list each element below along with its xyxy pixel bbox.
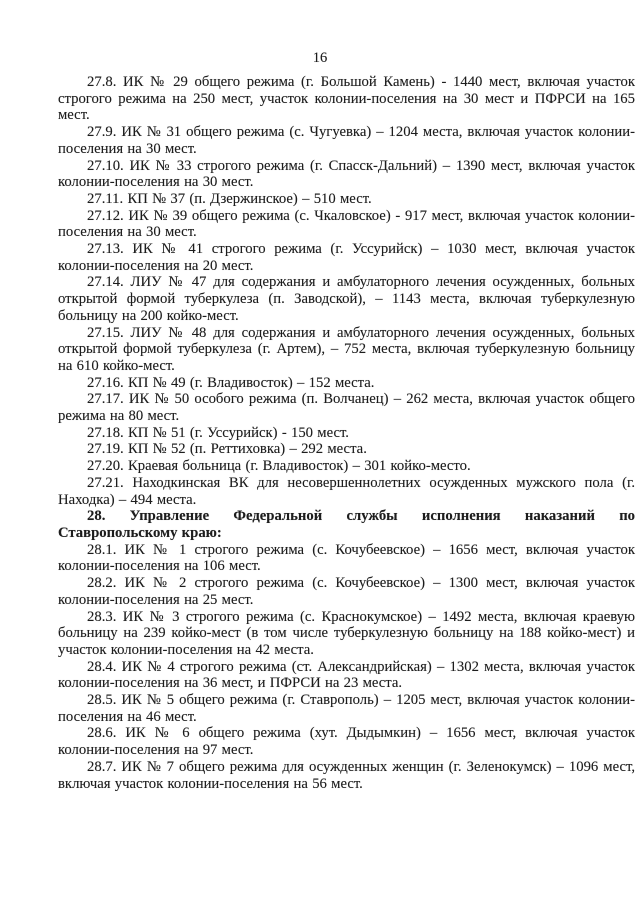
paragraph-27-15: 27.15. ЛИУ № 48 для содержания и амбулаторного лечения осужденных, больных открытой формой туберкулеза (г. Артем), – 752 места, включая туберкулезную больницу на 610 койко-мест. <box>58 324 635 374</box>
paragraph-27-20: 27.20. Краевая больница (г. Владивосток) – 301 койко-место. <box>87 458 471 475</box>
paragraph-27-13: 27.13. ИК № 41 строгого режима (г. Уссурийск) – 1030 мест, включая участок колонии-поселения на 20 мест. <box>58 241 635 274</box>
paragraph-28-7: 28.7. ИК № 7 общего режима для осужденных женщин (г. Зеленокумск) – 1096 мест, включая участок колонии-поселения на 56 мест. <box>58 758 635 792</box>
paragraph-28-2: 28.2. ИК № 2 строгого режима (с. Кочубеевское) – 1300 мест, включая участок колонии-поселения на 25 мест. <box>58 575 635 608</box>
paragraph-27-9: 27.9. ИК № 31 общего режима (с. Чугуевка) – 1204 места, включая участок колонии-поселения на 30 мест. <box>58 124 635 157</box>
paragraph-27-12: 27.12. ИК № 39 общего режима (с. Чкаловское) - 917 мест, включая участок колонии-поселения на 30 мест. <box>58 207 635 241</box>
paragraph-27-11: 27.11. КП № 37 (п. Дзержинское) – 510 мест. <box>87 190 372 207</box>
paragraph-28-6: 28.6. ИК № 6 общего режима (хут. Дыдымкин) – 1656 мест, включая участок колонии-поселения на 97 мест. <box>58 725 635 759</box>
document-body <box>0 74 640 792</box>
paragraph-27-8: 27.8. ИК № 29 общего режима (г. Большой Камень) - 1440 мест, включая участок строгого режима на 250 мест, участок колонии-поселения на 30 мест и ПФРСИ на 165 мест. <box>58 74 635 124</box>
paragraph-27-14: 27.14. ЛИУ № 47 для содержания и амбулаторного лечения осужденных, больных открытой формой туберкулеза (п. Заводской), – 1143 места, включая туберкулезную больницу на 200 койко-мест. <box>58 274 635 324</box>
paragraph-28-5: 28.5. ИК № 5 общего режима (г. Ставрополь) – 1205 мест, включая участок колонии-поселения на 46 мест. <box>58 692 635 725</box>
section-heading-28: 28. Управление Федеральной службы исполнения наказаний по Ставропольскому краю: <box>58 508 635 541</box>
paragraph-28-3: 28.3. ИК № 3 строгого режима (с. Краснокумское) – 1492 места, включая краевую больницу на 239 койко-мест (в том числе туберкулезную больницу на 188 койко-мест) и участок колонии-поселения на 42 места. <box>58 608 635 658</box>
paragraph-27-17: 27.17. ИК № 50 особого режима (п. Волчанец) – 262 места, включая участок общего режима на 80 мест. <box>58 391 635 425</box>
paragraph-27-21: 27.21. Находкинская ВК для несовершеннолетних осужденных мужского пола (г. Находка) – 494 места. <box>58 474 635 508</box>
paragraph-27-18: 27.18. КП № 51 (г. Уссурийск) - 150 мест. <box>87 424 349 441</box>
paragraph-27-10: 27.10. ИК № 33 строгого режима (г. Спасск-Дальний) – 1390 мест, включая участок колонии-поселения на 30 мест. <box>58 157 635 191</box>
paragraph-27-19: 27.19. КП № 52 (п. Реттиховка) – 292 места. <box>87 441 367 458</box>
page-number: 16 <box>312 50 328 66</box>
paragraph-27-16: 27.16. КП № 49 (г. Владивосток) – 152 места. <box>87 374 375 391</box>
paragraph-28-4: 28.4. ИК № 4 строгого режима (ст. Александрийская) – 1302 места, включая участок колонии-поселения на 36 мест, и ПФРСИ на 23 места. <box>58 658 635 692</box>
paragraph-28-1: 28.1. ИК № 1 строгого режима (с. Кочубеевское) – 1656 мест, включая участок колонии-поселения на 106 мест. <box>58 541 635 575</box>
